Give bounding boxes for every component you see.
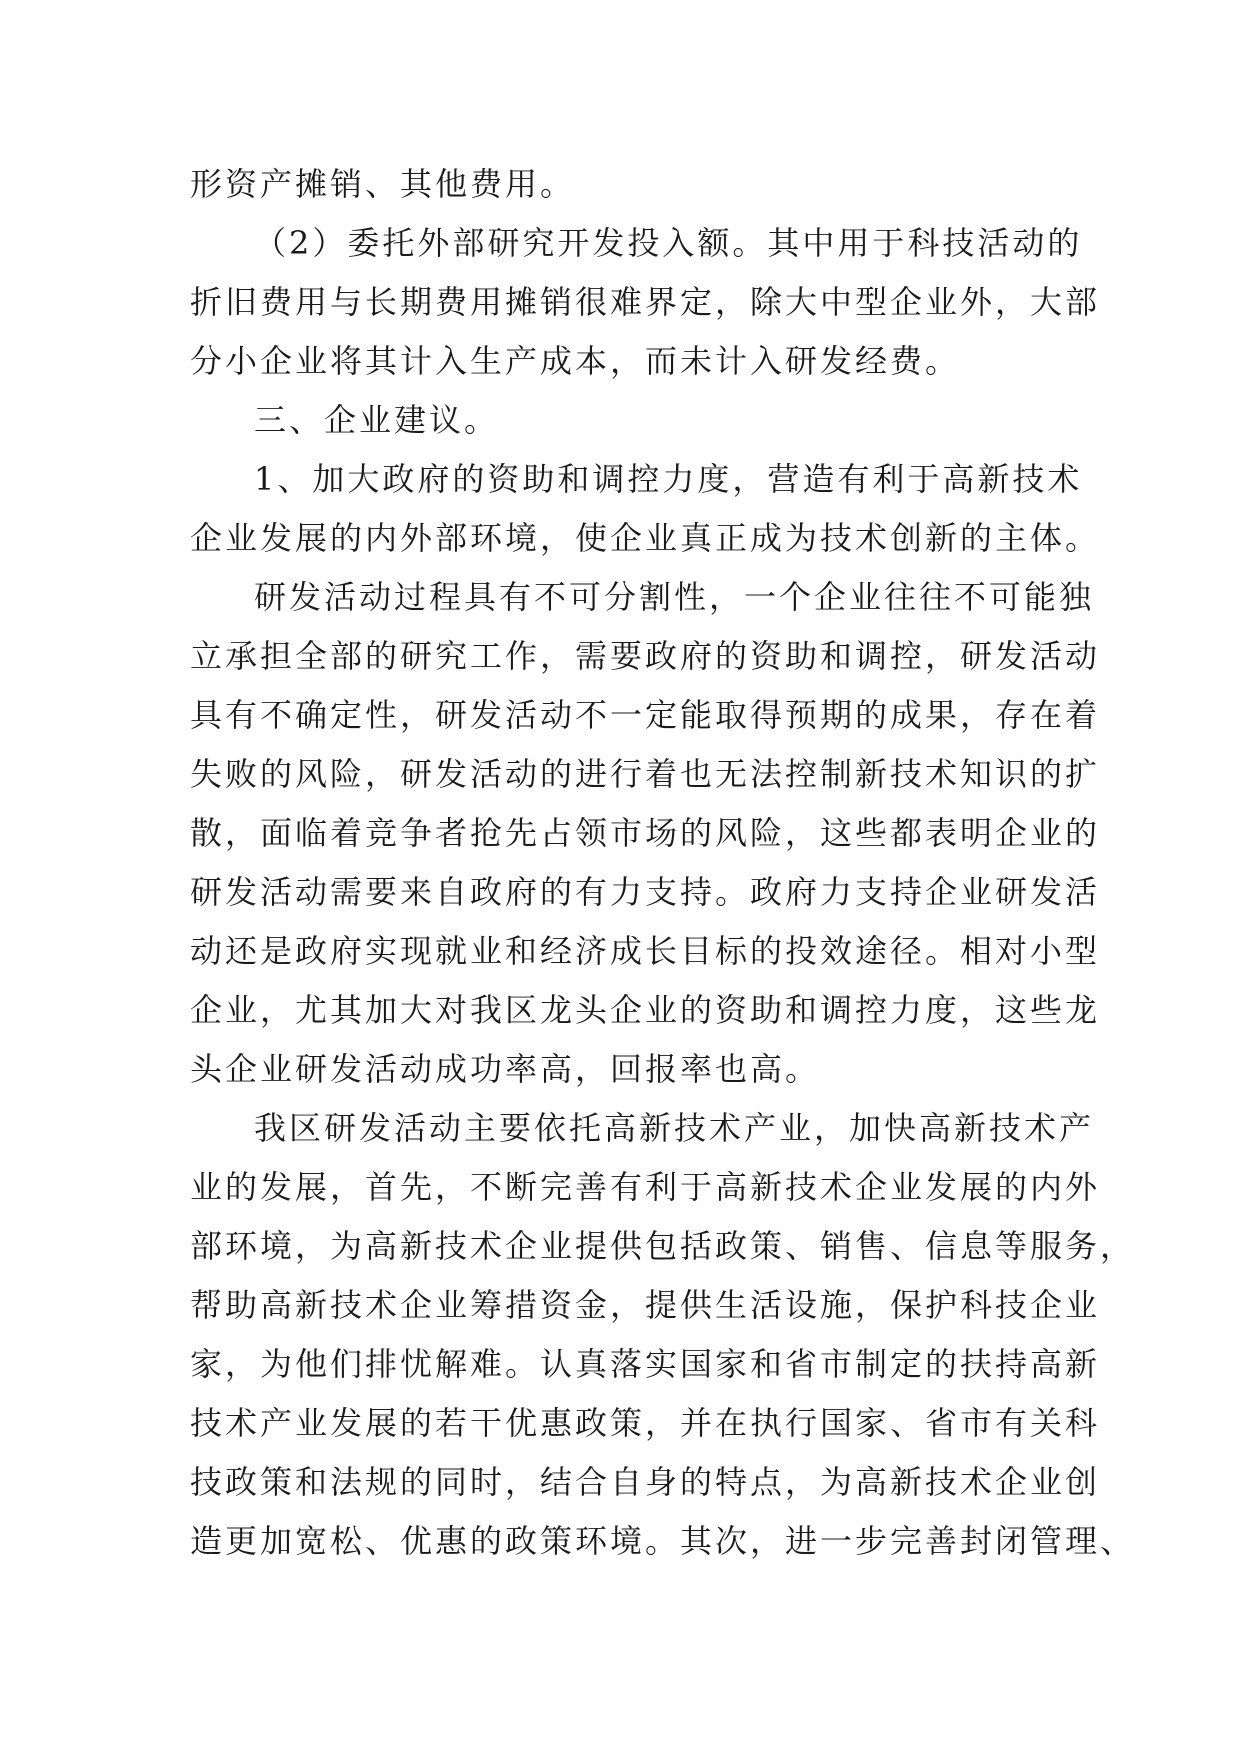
text-line: 部环境，为高新技术企业提供包括政策、销售、信息等服务， [190, 1227, 1136, 1265]
text-line: 研发活动需要来自政府的有力支持。政府力支持企业研发活 [190, 873, 1101, 911]
text-line: （2）委托外部研究开发投入额。其中用于科技活动的 [254, 224, 1083, 262]
text-line: 失败的风险，研发活动的进行着也无法控制新技术知识的扩 [190, 755, 1101, 793]
text-line: 动还是政府实现就业和经济成长目标的投效途径。相对小型 [190, 932, 1101, 970]
section-heading: 三、企业建议。 [254, 401, 500, 439]
text-line: 造更加宽松、优惠的政策环境。其次，进一步完善封闭管理、 [190, 1522, 1136, 1560]
text-line: 技术产业发展的若干优惠政策，并在执行国家、省市有关科 [190, 1404, 1101, 1442]
text-line: 头企业研发活动成功率高，回报率也高。 [190, 1050, 821, 1088]
text-line: 1、加大政府的资助和调控力度，营造有利于高新技术 [254, 460, 1083, 498]
document-body [190, 155, 1136, 1571]
text-line: 具有不确定性，研发活动不一定能取得预期的成果，存在着 [190, 696, 1101, 734]
text-line: 帮助高新技术企业筹措资金，提供生活设施，保护科技企业 [190, 1286, 1101, 1324]
text-line: 我区研发活动主要依托高新技术产业，加快高新技术产 [254, 1109, 1095, 1147]
text-line: 散，面临着竞争者抢先占领市场的风险，这些都表明企业的 [190, 814, 1101, 852]
text-line: 业的发展，首先，不断完善有利于高新技术企业发展的内外 [190, 1168, 1101, 1206]
text-line: 形资产摊销、其他费用。 [190, 165, 576, 203]
text-line: 折旧费用与长期费用摊销很难界定，除大中型企业外，大部 [190, 283, 1101, 321]
text-line: 立承担全部的研究工作，需要政府的资助和调控，研发活动 [190, 637, 1101, 675]
text-line: 分小企业将其计入生产成本，而未计入研发经费。 [190, 342, 961, 380]
text-line: 研发活动过程具有不可分割性，一个企业往往不可能独 [254, 578, 1095, 616]
text-line: 技政策和法规的同时，结合自身的特点，为高新技术企业创 [190, 1463, 1101, 1501]
text-line: 企业发展的内外部环境，使企业真正成为技术创新的主体。 [190, 519, 1101, 557]
text-line: 家，为他们排忧解难。认真落实国家和省市制定的扶持高新 [190, 1345, 1101, 1383]
text-line: 企业，尤其加大对我区龙头企业的资助和调控力度，这些龙 [190, 991, 1101, 1029]
